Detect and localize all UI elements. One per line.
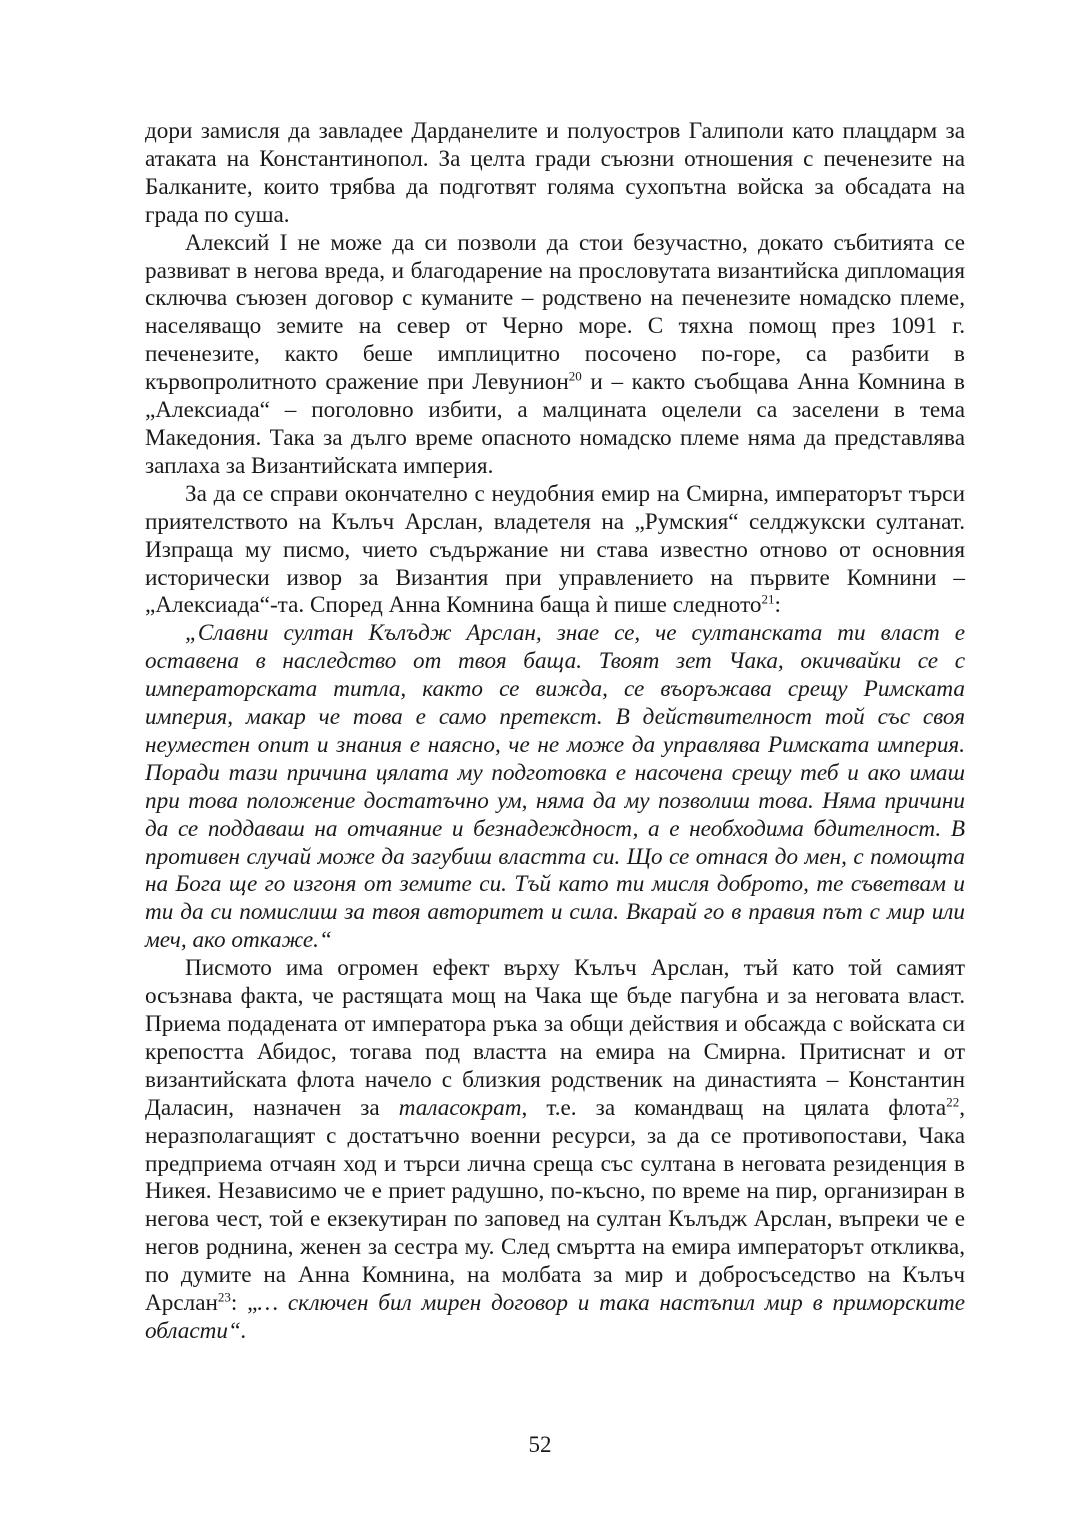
paragraph-4-text-c: , неразполагащият с достатъчно военни ресурси, за да се противопостави, Чака предприема отчаян ход и търси лична среща със султана в неговата резиденция в Никея. Независимо че е приет радушно, по-късно, по време на пир, организиран в негова чест, той е екзекутиран по заповед на султан Кълъдж Арслан, въпреки че е негов роднина, женен за сестра му. След смъртта на емира императорът откликва, по думите на Анна Комнина, на молбата за мир и добросъседство на Кълъч Арслан — [145, 1094, 965, 1317]
paragraph-3 — [145, 481, 965, 621]
paragraph-2-text-b: и – както съобщава Анна Комнина в „Алексиада“ – поголовно избити, а малцината оцелели са заселени в тема Македония. Така за дълго време опасното номадско племе няма да представлява заплаха за Византийската империя. — [145, 369, 965, 479]
page-number: 52 — [528, 1432, 552, 1457]
quoted-letter — [145, 620, 965, 955]
quoted-letter-text: „Славни султан Кълъдж Арслан, знае се, че султанската ти власт е оставена в наследство от твоя баща. Твоят зет Чака, окичвайки се с императорската титла, както се вижда, се въоръжава срещу Римската империя, макар че това е само претекст. В действителност той със своя неуместен опит и знания е наясно, че не може да управлява Римската империя. Поради тази причина цялата му подготовка е насочена срещу теб и ако имаш при това положение достатъчно ум, няма да му позволиш това. Няма причини да се поддаваш на отчаяние и безнадеждност, а е необходима бдителност. В противен случай може да загубиш властта си. Що се отнася до мен, с помощта на Бога ще го изгоня от земите си. Тъй като ти мисля доброто, те съветвам и ти да си помислиш за твоя авторитет и сила. Вкарай го в правия път с мир или меч, ако откаже.“ — [145, 620, 965, 954]
paragraph-1-text: дори замисля да завладее Дарданелите и полуостров Галиполи като плацдарм за атаката на Константинопол. За целта гради съюзни отношения с печенезите на Балканите, които трябва да подготвят голяма сухопътна войска за обсадата на града по суша. — [145, 118, 965, 228]
paragraph-4 — [145, 955, 965, 1346]
paragraph-3-text-b: : — [774, 592, 781, 619]
footnote-ref-20: 20 — [568, 368, 582, 384]
footnote-ref-21: 21 — [761, 591, 775, 607]
paragraph-4-text-d: : „ — [230, 1290, 258, 1317]
paragraph-3-text-a: За да се справи окончателно с неудобния емир на Смирна, императорът търси приятелството на Кълъч Арслан, владетеля на „Румския“ селджукски султанат. Изпраща му писмо, чието съдържание ни става известно отново от основния исторически извор за Византия при управлението на първите Комнини – „Алексиада“-та. Според Анна Комнина баща ѝ пише следното — [145, 480, 965, 619]
paragraph-4-term: таласократ — [398, 1094, 522, 1121]
paragraph-4-quote: … сключен бил мирен договор и така настъпил мир в приморските области“. — [145, 1290, 965, 1344]
paragraph-2 — [145, 230, 965, 481]
paragraph-2-text-a: Алексий I не може да си позволи да стои безучастно, докато събитията се развиват в негова вреда, и благодарение на прословутата византийска дипломация сключва съюзен договор с куманите – родствено на печенезите номадско племе, населяващо земите на север от Черно море. С тяхна помощ през 1091 г. печенезите, както беше имплицитно посочено по-горе, са разбити в кървопролитното сражение при Левунион — [145, 229, 965, 396]
footnote-ref-23: 23 — [217, 1289, 231, 1305]
paragraph-1 — [145, 118, 965, 230]
body-text — [145, 118, 965, 1346]
paragraph-4-text-b: , т.е. за командващ на цялата флота — [521, 1094, 947, 1121]
paragraph-4-text-a: Писмото има огромен ефект върху Кълъч Арслан, тъй като той самият осъзнава факта, че растящата мощ на Чака ще бъде пагубна и за неговата власт. Приема подадената от императора ръка за общи действия и обсажда с войската си крепостта Абидос, тогава под властта на емира на Смирна. Притиснат и от византийската флота начело с близкия родственик на династията – Константин Даласин, назначен за — [145, 955, 965, 1121]
footnote-ref-22: 22 — [946, 1093, 960, 1109]
